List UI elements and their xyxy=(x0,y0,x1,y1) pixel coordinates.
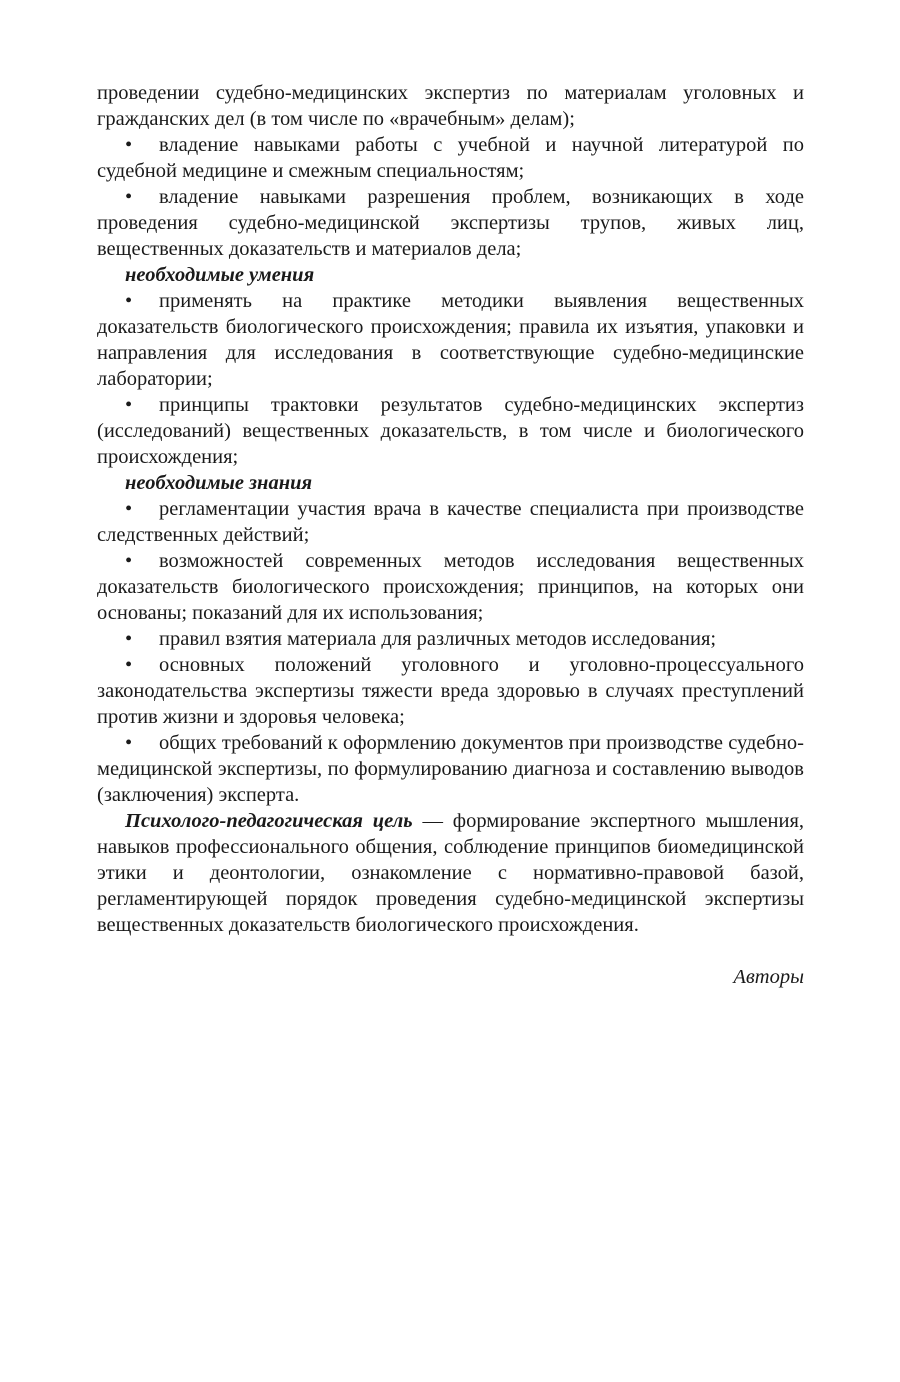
goal-text: — формирование экспертного мышления, навыков профессионального общения, соблюдение принципов биомедицинской этики и деонтологии, ознакомление с нормативно-правовой базой, регламентирующей порядок проведения судебно-медицинской экспертизы вещественных доказательств биологического происхождения. xyxy=(97,810,804,936)
bullet-icon: • xyxy=(125,628,133,650)
list-item: • регламентации участия врача в качестве специалиста при производстве следственных действий; xyxy=(97,498,804,546)
bullet-icon: • xyxy=(125,290,133,312)
list-item: • правил взятия материала для различных методов исследования; xyxy=(125,628,717,650)
list-item: • возможностей современных методов исследования вещественных доказательств биологического происхождения; принципов, на которых они основаны; показаний для их использования; xyxy=(97,550,804,624)
document-page xyxy=(97,80,804,990)
goal-title: Психолого-педагогическая цель xyxy=(125,810,413,832)
abilities-heading: необходимые умения xyxy=(125,264,315,286)
authors-signature: Авторы xyxy=(733,966,804,988)
bullet-icon: • xyxy=(125,186,133,208)
bullet-icon: • xyxy=(125,654,133,676)
bullet-icon: • xyxy=(125,498,133,520)
list-item: • применять на практике методики выявления вещественных доказательств биологического происхождения; правила их изъятия, упаковки и направления для исследования в соответствующие судебно-медицинские лаборатории; xyxy=(97,290,804,390)
intro-continuation: проведении судебно-медицинских экспертиз по материалам уголовных и гражданских дел (в том числе по «врачебным» делам); xyxy=(97,82,804,130)
bullet-icon: • xyxy=(125,550,133,572)
bullet-icon: • xyxy=(125,394,133,416)
bullet-icon: • xyxy=(125,732,133,754)
knowledge-heading: необходимые знания xyxy=(125,472,313,494)
list-item: • владение навыками разрешения проблем, возникающих в ходе проведения судебно-медицинской экспертизы трупов, живых лиц, вещественных доказательств и материалов дела; xyxy=(97,186,804,260)
list-item: • владение навыками работы с учебной и научной литературой по судебной медицине и смежным специальностям; xyxy=(97,134,804,182)
list-item: • основных положений уголовного и уголовно-процессуального законодательства экспертизы тяжести вреда здоровью в случаях преступлений против жизни и здоровья человека; xyxy=(97,654,804,728)
list-item: • принципы трактовки результатов судебно-медицинских экспертиз (исследований) вещественных доказательств, в том числе и биологического происхождения; xyxy=(97,394,804,468)
goal-paragraph xyxy=(97,808,804,938)
bullet-icon: • xyxy=(125,134,133,156)
list-item: • общих требований к оформлению документов при производстве судебно-медицинской экспертизы, по формулированию диагноза и составлению выводов (заключения) эксперта. xyxy=(97,732,804,806)
